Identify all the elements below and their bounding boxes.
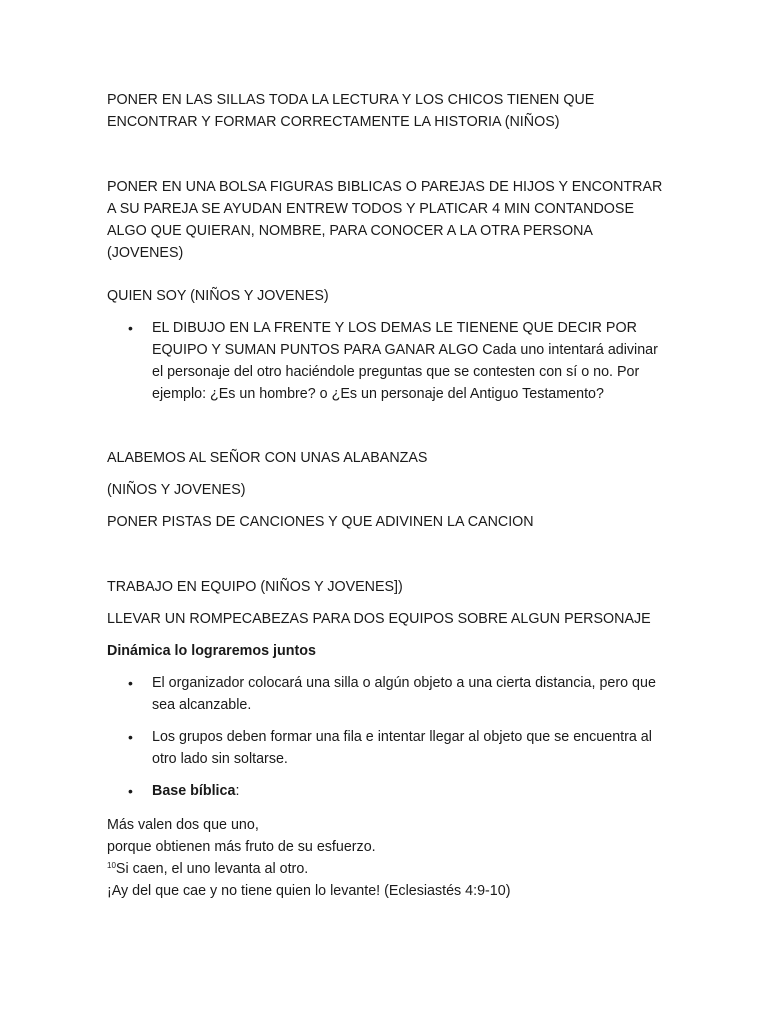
paragraph-text: (NIÑOS Y JOVENES) (107, 482, 246, 498)
section-quien-soy (107, 285, 667, 405)
dynamic-heading: Dinámica lo lograremos juntos (107, 643, 316, 659)
list-item (107, 317, 667, 405)
bullet-list (107, 317, 667, 405)
section-heading: TRABAJO EN EQUIPO (NIÑOS Y JOVENES]) (107, 579, 403, 595)
paragraph-lectura (107, 89, 667, 133)
section-heading: ALABEMOS AL SEÑOR CON UNAS ALABANZAS (107, 450, 428, 466)
verse-line: ¡Ay del que cae y no tiene quien lo levante! (Eclesiastés 4:9-10) (107, 883, 511, 899)
base-biblica-colon: : (235, 783, 240, 799)
section-heading: QUIEN SOY (NIÑOS Y JOVENES) (107, 288, 329, 304)
list-item (107, 672, 667, 716)
bullet-list (107, 672, 667, 802)
verse-line-text: Si caen, el uno levanta al otro. (115, 861, 309, 877)
section-trabajo-en-equipo (107, 576, 667, 802)
bible-verse (107, 814, 667, 902)
verse-line (107, 858, 667, 880)
list-item (107, 780, 667, 802)
list-item-text: EL DIBUJO EN LA FRENTE Y LOS DEMAS LE TIENENE QUE DECIR POR EQUIPO Y SUMAN PUNTOS PARA GANAR ALGO Cada uno intentará adivinar el personaje del otro haciéndole preguntas que se contesten con sí o no. Por ejemplo: ¿Es un hombre? o ¿Es un personaje del Antiguo Testamento? (152, 320, 658, 402)
paragraph-text: PONER EN LAS SILLAS TODA LA LECTURA Y LOS CHICOS TIENEN QUE ENCONTRAR Y FORMAR CORRECTAMENTE LA HISTORIA (NIÑOS) (107, 92, 595, 130)
paragraph-bolsa (107, 176, 667, 264)
list-item-text: El organizador colocará una silla o algún objeto a una cierta distancia, pero que sea alcanzable. (152, 675, 656, 713)
base-biblica-label: Base bíblica (152, 783, 236, 799)
verse-number: 10 (107, 861, 116, 870)
paragraph-text: PONER EN UNA BOLSA FIGURAS BIBLICAS O PAREJAS DE HIJOS Y ENCONTRAR A SU PAREJA SE AYUDAN ENTREW TODOS Y PLATICAR 4 MIN CONTANDOSE ALGO QUE QUIERAN, NOMBRE, PARA CONOCER A LA OTRA PERSONA (JOVENES) (107, 179, 663, 261)
verse-line: Más valen dos que uno, (107, 817, 259, 833)
list-item-text: Los grupos deben formar una fila e intentar llegar al objeto que se encuentra al otro lado sin soltarse. (152, 729, 652, 767)
list-item (107, 726, 667, 770)
verse-line: porque obtienen más fruto de su esfuerzo. (107, 839, 376, 855)
paragraph-text: PONER PISTAS DE CANCIONES Y QUE ADIVINEN LA CANCION (107, 514, 534, 530)
paragraph-text: LLEVAR UN ROMPECABEZAS PARA DOS EQUIPOS SOBRE ALGUN PERSONAJE (107, 611, 651, 627)
section-alabanzas (107, 447, 667, 533)
